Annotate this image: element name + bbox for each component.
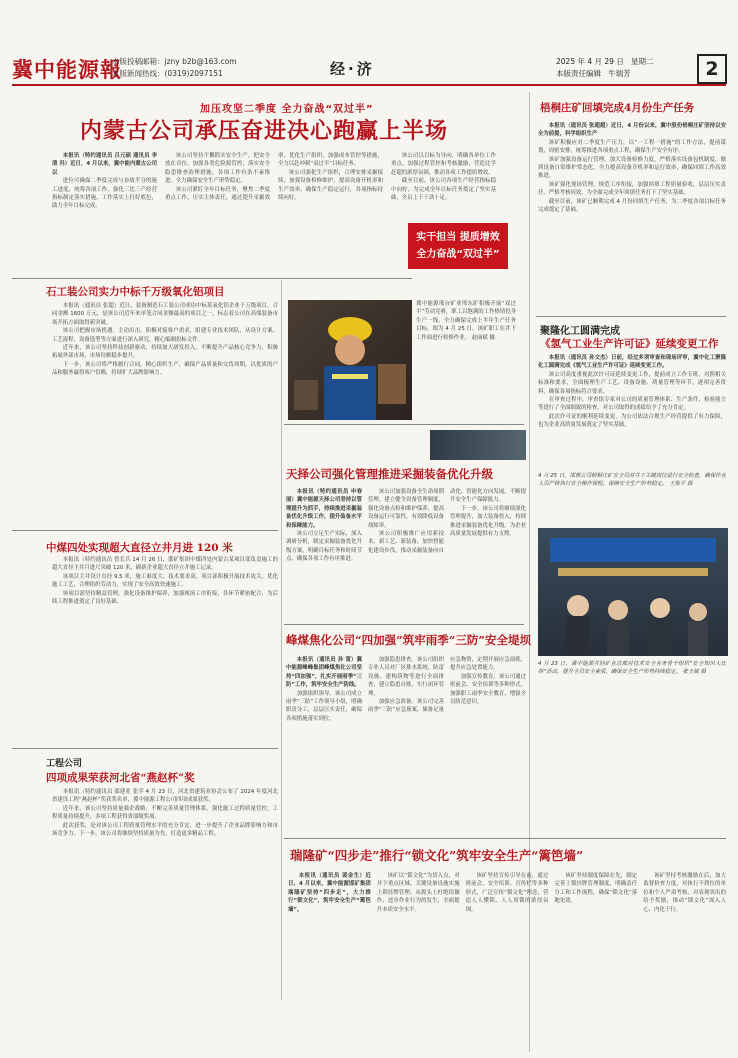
contact-block xyxy=(112,56,237,80)
masthead-rule xyxy=(12,84,726,86)
workers-para: 此次获奖，是对该公司工程质量管理水平的充分肯定，进一步提升了企业品牌影响力和市场竞争力。下一步，该公司将继续坚持质量为先，打造更多精品工程。 xyxy=(52,822,278,838)
hydrogen-para: 此次许可证的顺利延续变更，为公司依法合规生产经营提供了有力保障，也为企业高质量发展奠定了坚实基础。 xyxy=(538,413,726,429)
section-divider xyxy=(12,748,278,749)
date-block xyxy=(556,56,653,80)
workers-headline: 四项成果荣获河北省“燕赵杯”奖 xyxy=(46,772,195,784)
photo-miner-graphic xyxy=(288,300,412,420)
tianjiao-para: 下一步，该公司将继续深化管理提升，加大装备投入，持续推进采掘装备优化升级，为企业高质量发展提供有力支撑。 xyxy=(450,505,526,538)
ruiqi-para: 该矿以“锁文化”为切入点，对井下重点区域、关键设备设施实施上锁挂牌管理，从源头上杜绝误操作、违章作业行为的发生，全面提升本质安全水平。 xyxy=(376,873,460,913)
lead-headline: 内蒙古公司承压奋进决心跑赢上半场 xyxy=(80,118,449,144)
photo-caption-1: 冀中能源邢台矿业邢东矿积极开展“双过半”劳动竞赛，职工以饱满的工作热情投身生产一线，全力确保完成上半年生产任务目标。图为 4 月 25 日，该矿职工在井下工作面进行检修作业。 赵丽斌 摄 xyxy=(416,301,516,341)
tianjiao-dateline: 本报讯（特约通讯员 申春丽）冀中能源天择公司坚持以管理提升为抓手，持续推进采掘装备优化升级工作，提升装备水平和保障能力。 xyxy=(286,489,362,529)
stone-para: 下一步，该公司将严格履行合同，精心组织生产，确保产品质量和交货周期，以优质的产品和服务赢得客户信赖，持续扩大品牌影响力。 xyxy=(52,361,278,377)
ruiqi-body xyxy=(288,872,726,1048)
masthead xyxy=(0,0,738,82)
lead-para: 该公司以目标为导向，明确各单位工作重点，加强过程管控和考核激励，营造比学赶超的浓厚氛围，推动各项工作提质增效。 xyxy=(391,153,496,176)
green-para: 该矿强化现场管理，规范工序衔接，加强回填工程质量验收，层层压实责任，严格考核问效，为全面完成全年回填任务打下了坚实基础。 xyxy=(538,181,726,197)
section-title: 经·济 xyxy=(330,60,375,78)
green-para: 该矿加强设备运行管理，加大设备检修力度，严格落实设备包机制度，做到设备日常维护常态化，全力提高设备开机率和运行效率，确保回填工作高效推进。 xyxy=(538,156,726,180)
contact-phone: 本版新闻热线：(0319)2097151 xyxy=(112,69,223,78)
section-divider xyxy=(536,316,726,317)
lead-para: 截至目前，该公司各项生产经营指标稳中向好，为完成全年目标任务奠定了坚实基础，全员上下干劲十足。 xyxy=(391,178,496,202)
zhongmei-headline: 中煤四处实现超大直径立井月进 120 米 xyxy=(46,542,233,554)
zhongmei-body xyxy=(52,556,278,742)
tianjiao-headline: 天择公司强化管理推进采掘装备优化升级 xyxy=(286,467,493,481)
fengmei-body xyxy=(286,656,526,828)
tianjiao-para: 该公司积极推广应用新技术、新工艺、新装备，加快智能化建设步伐，推动采掘装备向自动化、智能化方向发展，不断提升安全生产保障能力。 xyxy=(368,489,526,554)
lead-kicker: 加压攻坚二季度 全力奋战“双过半” xyxy=(200,104,374,115)
photo-caption-3: 4 月 23 日，冀中能源井陉矿业总部对技术安全业务骨干组织“安全知识大比拼”活动，提升全员安全素质，确保安全生产形势持续稳定。 张玉敏 摄 xyxy=(538,661,726,676)
stone-headline: 石工装公司实力中标千万级氧化铝项目 xyxy=(46,286,225,298)
lead-para: 该公司紧盯全年目标任务，聚焦二季度重点工作，压实主体责任，通过提升采掘效率、优化生产组织、加强成本管控等措施，全力以赴冲刺“双过半”目标任务。 xyxy=(165,153,383,202)
contact-email: 本版投稿邮箱：jzny b2b@163.com xyxy=(112,57,237,66)
fengmei-headline: 峰煤焦化公司“四加强”筑牢雨季“三防”安全堤坝 xyxy=(286,633,531,647)
ruiqi-para: 该矿坚持考核激励在后，加大监督检查力度，对执行不到位的单位和个人严肃考核，对表现突出的给予奖励，推动“锁文化”深入人心、内化于行。 xyxy=(643,873,726,913)
stone-body xyxy=(52,302,278,528)
stone-para: 近年来，该公司坚持科技创新驱动，持续加大研发投入，不断提升产品核心竞争力，积极拓展外部市场，市场份额稳步提升。 xyxy=(52,345,278,360)
tianjiao-body xyxy=(286,488,526,614)
hydrogen-dateline: 本报讯（通讯员 孙文杰）日前，经过多项审查和现场评审，冀中化工聚隆化工圆满完成《氢气工业生产许可证》延续变更工作。 xyxy=(538,355,726,370)
zhongmei-para: 该项目部坚持精益管理，强化设备维护保养，加强现场工序衔接，各环节紧密配合，为后续工程推进奠定了良好基础。 xyxy=(52,590,278,606)
logo-text: 冀中能源報 xyxy=(12,57,122,82)
section-divider xyxy=(12,278,412,279)
lead-slogan-box xyxy=(408,223,508,269)
lead-para: 该公司坚持不懈抓实安全生产，把安全放在首位。加强各类危险源管控，落实安全隐患排查治理措施，各项工作有条不紊推进，全力确保安全生产形势稳定。 xyxy=(165,153,270,185)
workers-para: 近年来，该公司坚持质量强企战略，不断完善质量管理体系，强化施工过程质量管控，工程质量持续提升，多项工程获得省部级奖项。 xyxy=(52,805,278,821)
ruiqi-dateline: 本报讯（通讯员 裴金生）近日，4 月以来，冀中能源邯矿集团瑞隆矿坚持“四步走”，大力推行“锁文化”，筑牢安全生产“篱笆墙”。 xyxy=(288,873,371,913)
issue-date: 2025 年 4 月 29 日 xyxy=(556,57,624,66)
fengmei-para: 加强宣传教育。该公司通过班前会、安全培训等多种形式，加强职工雨季安全教育，增强全员防范意识。 xyxy=(450,673,526,706)
column-rule xyxy=(281,280,282,1000)
hydrogen-para: 在审查过程中，审查组专家对公司的质量管理体系、生产条件、检验能力等进行了全面细致的检查，对公司取得的成绩给予了充分肯定。 xyxy=(538,397,726,412)
slogan-line-2: 全力奋战“双过半” xyxy=(416,249,500,260)
logo xyxy=(12,54,122,84)
zhongmei-para: 该项目主井设计直径 9.5 米，施工难度大、技术要求高。项目部积极开展技术攻关，优化施工工艺，合理组织劳动力，实现了安全高效快速施工。 xyxy=(52,573,278,589)
section-divider xyxy=(12,530,278,531)
stone-para: 本报讯（通讯员 张超）近日，装备制造石工装公司成功中标某氧化铝企业千万级项目，合同金额 1600 万元，是该公司近年来单笔合同金额最高的项目之一，标志着公司在高端装备市场开拓方面取得新突破。 xyxy=(52,303,278,326)
section-divider xyxy=(284,838,726,839)
green-para: 截至目前，该矿已顺利完成 4 月份回填生产任务，为二季度各项目标任务完成奠定了基础。 xyxy=(538,198,726,214)
section-divider xyxy=(284,424,524,425)
photo-miner xyxy=(288,300,412,420)
hydrogen-headline-2: 《氢气工业生产许可证》延续变更工作 xyxy=(540,338,719,350)
section-divider xyxy=(284,624,524,625)
ruiqi-para: 该矿坚持制度保障在先，制定完善上锁挂牌管理制度，明确责任分工和工作流程，确保“锁文化”落地见效。 xyxy=(554,873,638,905)
hydrogen-headline-1: 聚隆化工圆满完成 xyxy=(540,326,620,337)
lead-para: 该公司强化生产组织，合理安排采掘接续，加强设备检修维护，提高设备开机率和生产效率，确保生产稳定运行，各项指标持续向好。 xyxy=(278,169,383,202)
fengmei-dateline: 本报讯（通讯员 孙 雷）冀中能源峰峰集团峰煤焦化公司坚持“四加强”，扎实开展雨季“三防”工作，筑牢安全生产防线。 xyxy=(286,657,362,689)
fengmei-para: 加强应急准备。该公司完善雨季“三防”应急预案，储备足量应急物资，定期开展应急演练，提升应急处置能力。 xyxy=(368,657,526,714)
photo-inspection xyxy=(430,430,526,460)
ruiqi-para: 该矿坚持宣传引导在前，通过班前会、安全培训、宣传栏等多种形式，广泛宣传“锁文化”理念，营造人人懂锁、人人用锁的浓厚氛围。 xyxy=(465,873,549,913)
workers-para: 本报讯（特约通讯员 邵建亚 张学 4 月 23 日，河北省建筑业协会公布了 2024 年度河北省建设工程“燕赵杯”奖获奖名单，冀中能源工程公司四项成果获奖。 xyxy=(52,789,278,804)
fengmei-para: 加强组织领导。该公司成立雨季“三防”工作领导小组，明确职责分工，层层压实责任，确保各项措施落实到位。 xyxy=(286,690,362,722)
workers-kicker: 工程公司 xyxy=(46,759,83,769)
green-headline: 梧桐庄矿回填完成4月份生产任务 xyxy=(540,102,695,114)
lead-dateline: 本报讯（特约通讯员 吕元硕 通讯员 李清 冯）近日，4 月以来，冀中能内蒙古公司以 xyxy=(52,153,157,176)
lead-para: 进位可确保二季度完成与奋战半分的施工进度，统筹各项工作，强化三比三产经营指标制定落实措施，工作落实上打好底色，助力全年目标完成。 xyxy=(52,178,157,210)
issue-weekday: 星期二 xyxy=(630,57,654,66)
fengmei-para: 加强隐患排查。该公司组织专业人员对厂区排水系统、防雷设施、建构筑物等进行全面排查，建立隐患台账，实行闭环管理。 xyxy=(368,657,444,697)
green-para: 该矿积极应对二季度生产压力，以“一工程一措施”的工作方法，提前谋划，周密安排，统筹推进各项重点工程，确保生产安全有序。 xyxy=(538,139,726,155)
page-number-text: 2 xyxy=(705,58,719,80)
green-body xyxy=(538,122,726,300)
green-dateline: 本报讯（通讯员 张超超）近日，4 月份以来，冀中股份梧桐庄矿坚持以安全为前提，科学组织生产 xyxy=(538,123,726,138)
tianjiao-para: 该公司立足生产实际，深入调研分析，制定采掘装备优化升级方案，明确目标任务和时间节点，确保各项工作有序推进。 xyxy=(286,531,362,563)
page-number xyxy=(697,54,727,84)
hydrogen-para: 该公司高度重视此次许可证延续变更工作，提前成立工作专班，对照相关标准和要求，全面梳理生产工艺、设备设施、质量管理等环节，逐项完善资料，确保各项指标符合要求。 xyxy=(538,371,726,395)
editor-label: 本版责任编辑 xyxy=(556,69,601,78)
editor-name: 牛瑞芳 xyxy=(608,69,631,78)
stone-para: 该公司把握市场机遇，主动出击，积极对接客户需求，组建专业技术团队，从设计方案、工艺流程、设备选型等方面进行深入研究，精心编制投标文件。 xyxy=(52,328,278,343)
slogan-line-1: 实干担当 提质增效 xyxy=(416,232,500,243)
photo-safety-graphic xyxy=(538,528,728,656)
tianjiao-para: 该公司加强设备全生命周期管理，建立健全设备管理制度，强化设备点检和维护保养，提高设备运行可靠性，有效降低设备故障率。 xyxy=(368,489,444,529)
ruiqi-headline: 瑞隆矿“四步走”推行“锁文化”筑牢安全生产“篱笆墙” xyxy=(290,848,584,863)
photo-safety-competition xyxy=(538,528,728,656)
zhongmei-para: 本报讯（特约通讯员 曾长兵 14 月 26 日，邯矿集团中煤四处内蒙古某项目部负责施工的超大直径主井月进尺突破 120 米，刷新企业超大直径立井施工记录。 xyxy=(52,557,278,572)
photo-caption-2: 4 月 25 日，邯郸公司梧桐庄矿安全员对井下关键岗位进行安全检查，确保作业人员严格执行安全操作规程，保障安全生产形势稳定。 王俊平 摄 xyxy=(538,473,726,488)
workers-body xyxy=(52,788,278,998)
